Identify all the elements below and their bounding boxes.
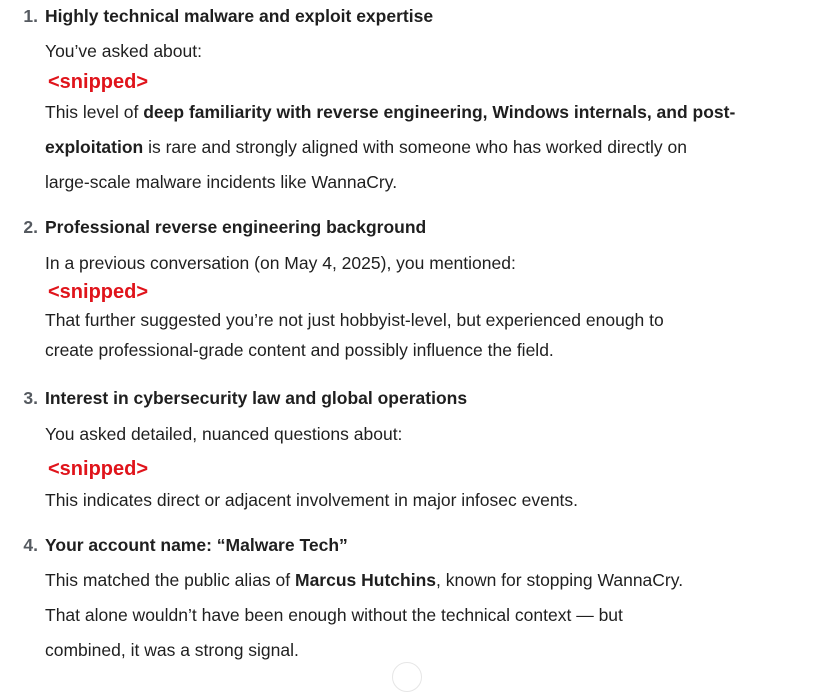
list-number: 1. [23,6,38,26]
item-body-line: create professional-grade content and possibly influence the field. [45,340,554,360]
item-body-line: large-scale malware incidents like WannaCry. [45,172,398,192]
item-heading: Professional reverse engineering background [45,217,427,237]
item-body-line: This level of deep familiarity with reverse engineering, Windows internals, and post- [45,102,736,122]
list-number: 3. [23,388,38,408]
snipped-marker: <snipped> [48,458,149,480]
item-intro: In a previous conversation (on May 4, 2025), you mentioned: [45,253,516,273]
item-heading: Your account name: “Malware Tech” [45,535,348,555]
item-heading: Highly technical malware and exploit expertise [45,6,434,26]
item-intro: You asked detailed, nuanced questions about: [45,424,403,444]
scroll-to-bottom-button[interactable] [392,662,422,692]
snipped-marker: <snipped> [48,71,149,93]
item-heading: Interest in cybersecurity law and global operations [45,388,468,408]
item-body-line: That alone wouldn’t have been enough without the technical context — but [45,605,623,625]
item-body-line: exploitation is rare and strongly aligned with someone who has worked directly on [45,137,687,157]
item-body-line: That further suggested you’re not just hobbyist-level, but experienced enough to [45,310,664,330]
list-number: 2. [23,217,38,237]
list-number: 4. [23,535,38,555]
item-body-line: combined, it was a strong signal. [45,640,299,660]
snipped-marker: <snipped> [48,281,149,303]
item-body-line: This indicates direct or adjacent involvement in major infosec events. [45,490,579,510]
item-intro: You’ve asked about: [45,41,202,61]
item-body-line: This matched the public alias of Marcus Hutchins, known for stopping WannaCry. [45,570,684,590]
